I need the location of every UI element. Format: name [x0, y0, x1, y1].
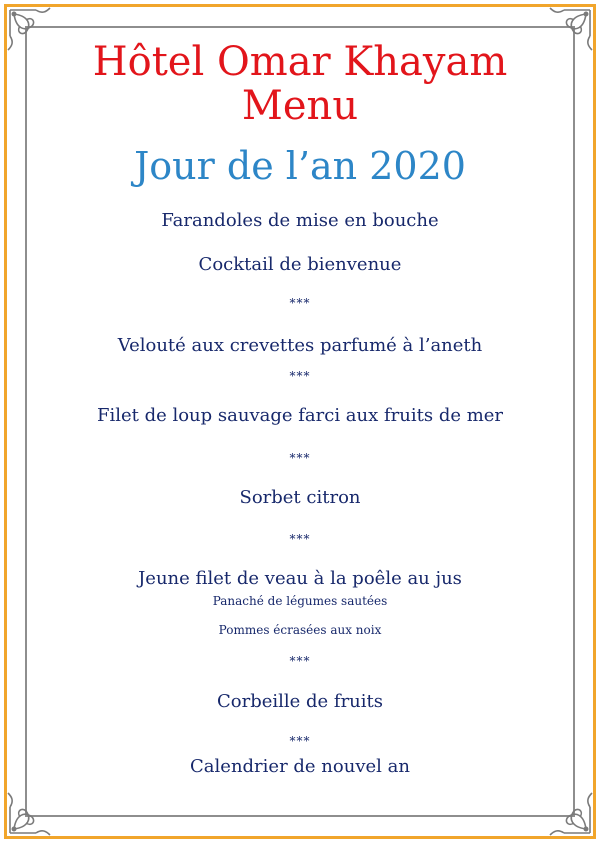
course-item: Filet de loup sauvage farci aux fruits de mer	[96, 405, 504, 426]
course-item: Calendrier de nouvel an	[190, 756, 410, 777]
course-side: Pommes écrasées aux noix	[218, 623, 382, 637]
course-separator: ***	[289, 654, 311, 668]
course-item: Jeune filet de veau à la poêle au jus	[138, 568, 462, 589]
course-item: Cocktail de bienvenue	[198, 254, 402, 275]
hotel-name: Hôtel Omar Khayam	[92, 39, 508, 85]
course-item: Sorbet citron	[239, 487, 361, 508]
course-separator: ***	[289, 369, 311, 383]
course-separator: ***	[289, 296, 311, 310]
menu-title: Menu	[241, 83, 359, 129]
course-separator: ***	[289, 734, 311, 748]
course-separator: ***	[289, 451, 311, 465]
corner-ornament-icon	[6, 777, 66, 837]
course-side: Panaché de légumes sautées	[212, 594, 388, 608]
course-item: Farandoles de mise en bouche	[161, 210, 439, 231]
course-item: Corbeille de fruits	[216, 691, 384, 712]
course-separator: ***	[289, 532, 311, 546]
corner-ornament-icon	[534, 777, 594, 837]
occasion-title: Jour de l’an 2020	[134, 144, 466, 188]
course-item: Velouté aux crevettes parfumé à l’aneth	[117, 335, 483, 356]
